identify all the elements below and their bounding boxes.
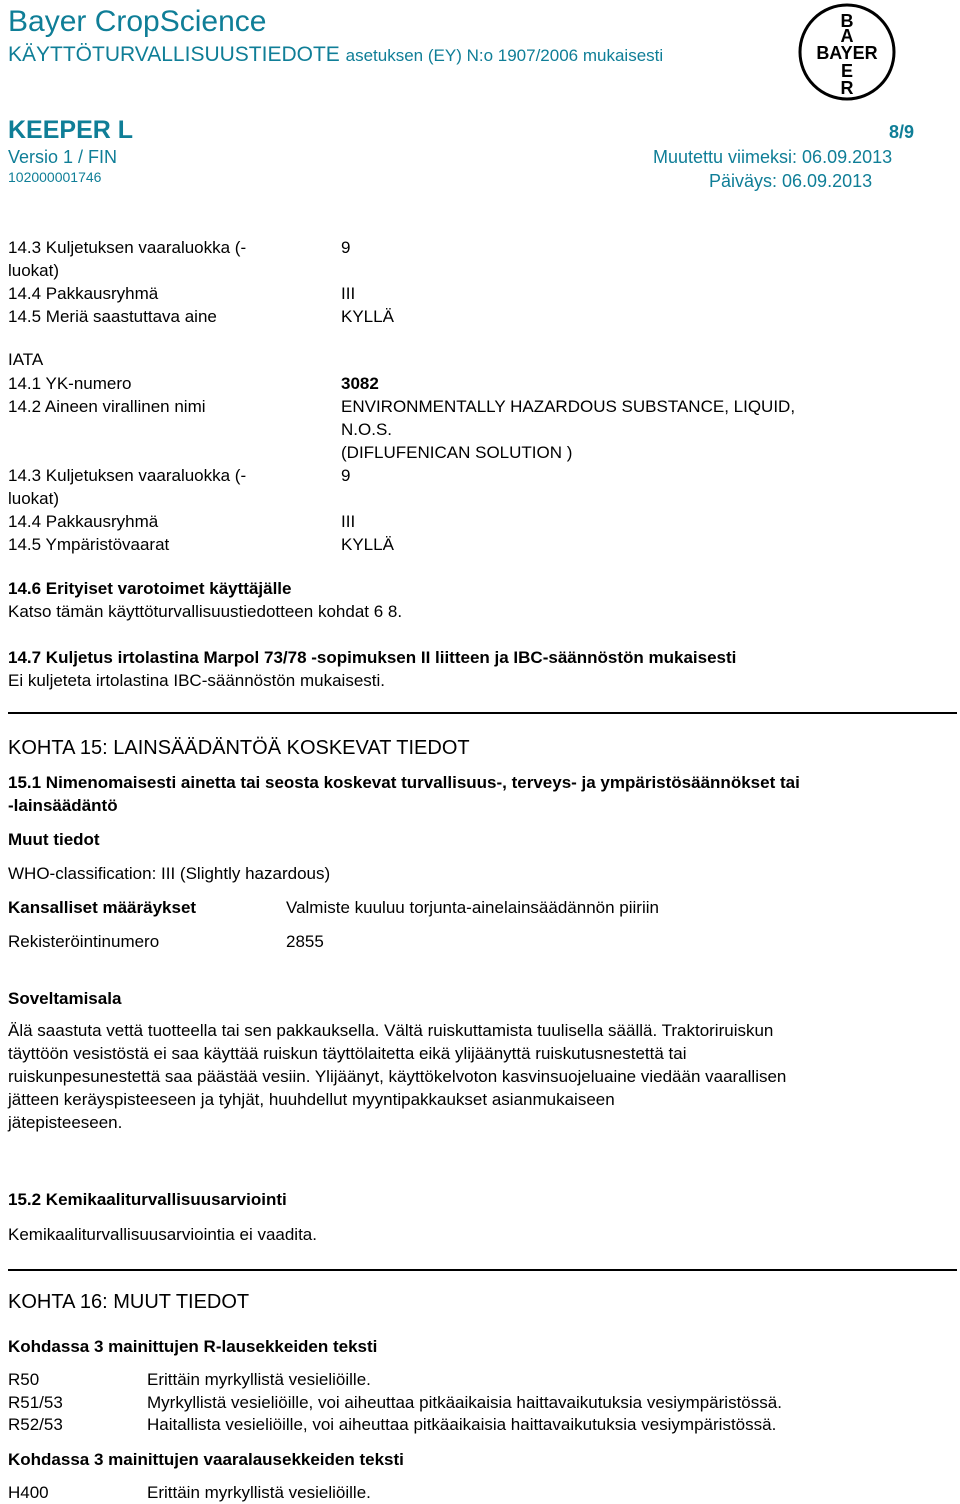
document-number: 102000001746 [8, 169, 102, 185]
other-info-heading: Muut tiedot [8, 830, 100, 849]
r-phrase-text: Haitallista vesieliöille, voi aiheuttaa pitkäaikaisia haittavaikutuksia vesiympäristössä. [147, 1415, 777, 1434]
svg-text:R: R [840, 78, 854, 98]
iata-un-label: 14.1 YK-numero [8, 374, 132, 393]
national-regulations-value: Valmiste kuuluu torjunta-ainelainsäädännön piiriin [286, 898, 659, 917]
iata-env-label: 14.5 Ympäristövaarat [8, 535, 170, 554]
application-line: jätepisteeseen. [8, 1113, 123, 1132]
application-line: täyttöön vesistöstä ei saa käyttää ruiskun täyttölaitetta eikä ylijäänyttä ruiskutusnestettä tai [8, 1044, 687, 1063]
r-phrase-code: R52/53 [8, 1415, 63, 1434]
iata-class-label-cont: luokat) [8, 489, 60, 508]
print-date: Päiväys: 06.09.2013 [709, 171, 873, 191]
imdg-class-label-cont: luokat) [8, 261, 60, 280]
iata-packing-value: III [341, 512, 356, 531]
national-regulations-label: Kansalliset määräykset [8, 898, 197, 917]
imdg-packing-value: III [341, 284, 356, 303]
section-divider [8, 1269, 957, 1271]
application-heading: Soveltamisala [8, 989, 122, 1008]
section-14-7-text: Ei kuljeteta irtolastina IBC-säännöstön mukaisesti. [8, 671, 386, 690]
who-classification: WHO-classification: III (Slightly hazardous) [8, 864, 331, 883]
imdg-class-label: 14.3 Kuljetuksen vaaraluokka (- [8, 238, 247, 257]
h-statements-heading: Kohdassa 3 mainittujen vaaralausekkeiden teksti [8, 1450, 404, 1469]
iata-name-value-3: (DIFLUFENICAN SOLUTION ) [341, 443, 573, 462]
section-15-title: KOHTA 15: LAINSÄÄDÄNTÖÄ KOSKEVAT TIEDOT [8, 737, 470, 759]
imdg-class-value: 9 [341, 238, 351, 257]
application-line: jätteen keräyspisteeseen ja tyhjät, huuhdellut myyntipakkaukset asianmukaiseen [8, 1090, 615, 1109]
bayer-logo [797, 2, 897, 102]
r-phrase-text: Myrkyllistä vesieliöille, voi aiheuttaa pitkäaikaisia haittavaikutuksia vesiympäristössä. [147, 1393, 782, 1412]
iata-heading: IATA [8, 350, 44, 369]
iata-name-value-1: ENVIRONMENTALLY HAZARDOUS SUBSTANCE, LIQUID, [341, 397, 796, 416]
r-phrase-code: R50 [8, 1370, 40, 1389]
section-15-1-heading: 15.1 Nimenomaisesti ainetta tai seosta koskevat turvallisuus-, terveys- ja ympäristösäännökset tai [8, 773, 800, 792]
iata-un-value: 3082 [341, 374, 379, 393]
section-14-7-heading: 14.7 Kuljetus irtolastina Marpol 73/78 -sopimuksen II liitteen ja IBC-säännöstön mukaisesti [8, 648, 737, 667]
svg-text:A: A [840, 26, 854, 46]
company-name: Bayer CropScience [8, 5, 267, 38]
iata-name-value-2: N.O.S. [341, 420, 393, 439]
r-phrases-heading: Kohdassa 3 mainittujen R-lausekkeiden teksti [8, 1337, 378, 1356]
section-15-2-text: Kemikaaliturvallisuusarviointia ei vaadita. [8, 1225, 317, 1244]
document-title [8, 42, 663, 69]
r-phrase-code: R51/53 [8, 1393, 63, 1412]
page-number: 8/9 [888, 122, 914, 142]
iata-packing-label: 14.4 Pakkausryhmä [8, 512, 159, 531]
version: Versio 1 / FIN [8, 147, 118, 167]
iata-env-value: KYLLÄ [341, 535, 394, 554]
application-line: Älä saastuta vettä tuotteella tai sen pakkauksella. Vältä ruiskuttamista tuulisella säällä. Traktoriruiskun [8, 1021, 774, 1040]
svg-text:B: B [840, 11, 854, 31]
document-type: KÄYTTÖTURVALLISUUSTIEDOTE [8, 43, 340, 66]
modified-date: Muutettu viimeksi: 06.09.2013 [653, 147, 893, 167]
section-14-6-text: Katso tämän käyttöturvallisuustiedotteen kohdat 6 8. [8, 602, 403, 621]
section-15-1-heading-cont: -lainsäädäntö [8, 796, 118, 815]
svg-text:E: E [840, 61, 854, 81]
regulation: asetuksen (EY) N:o 1907/2006 mukaisesti [345, 46, 664, 65]
section-divider [8, 712, 957, 714]
iata-name-label: 14.2 Aineen virallinen nimi [8, 397, 206, 416]
r-phrase-text: Erittäin myrkyllistä vesieliöille. [147, 1370, 371, 1389]
svg-text:BAYER: BAYER [816, 43, 878, 63]
registration-value: 2855 [286, 932, 324, 951]
h-statement-text: Erittäin myrkyllistä vesieliöille. [147, 1483, 371, 1502]
section-16-title: KOHTA 16: MUUT TIEDOT [8, 1291, 250, 1313]
imdg-marine-label: 14.5 Meriä saastuttava aine [8, 307, 217, 326]
product-name: KEEPER L [8, 116, 134, 144]
section-14-6-heading: 14.6 Erityiset varotoimet käyttäjälle [8, 579, 292, 598]
iata-class-value: 9 [341, 466, 351, 485]
h-statement-code: H400 [8, 1483, 49, 1502]
registration-label: Rekisteröintinumero [8, 932, 160, 951]
application-line: ruiskunpesunestettä saa päästää vesiin. Ylijäänyt, käyttökelvoton kasvinsuojeluaine viedään vaarallisen [8, 1067, 787, 1086]
section-15-2-heading: 15.2 Kemikaaliturvallisuusarviointi [8, 1190, 287, 1209]
iata-class-label: 14.3 Kuljetuksen vaaraluokka (- [8, 466, 247, 485]
imdg-marine-value: KYLLÄ [341, 307, 394, 326]
imdg-packing-label: 14.4 Pakkausryhmä [8, 284, 159, 303]
